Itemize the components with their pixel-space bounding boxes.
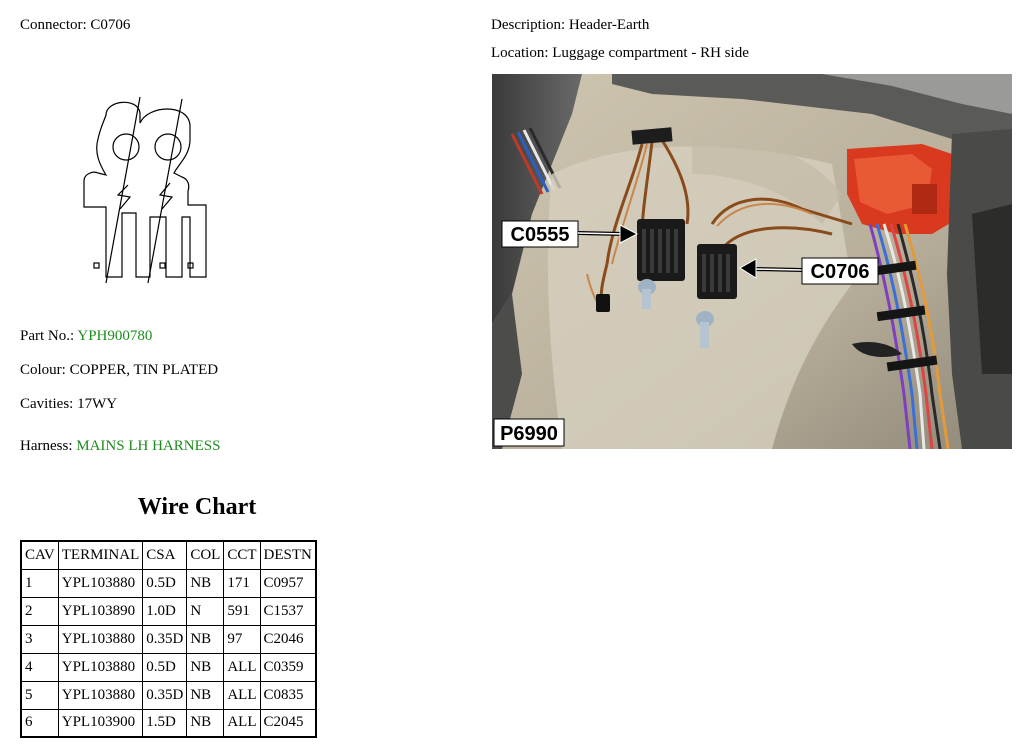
- cell-cav: 5: [21, 681, 58, 709]
- cavities-line: [20, 396, 117, 413]
- location-photo: [492, 74, 1012, 449]
- col-header-destn: DESTN: [260, 541, 316, 569]
- description-value: Header-Earth: [568, 17, 650, 33]
- terminal-drawing: [78, 95, 208, 285]
- connector-line: [20, 17, 130, 34]
- photo-id-label: P6990: [500, 423, 558, 445]
- colour-line: [20, 362, 218, 379]
- photo-id-tag: [494, 419, 564, 446]
- cell-cct: ALL: [224, 653, 260, 681]
- col-header-csa: CSA: [143, 541, 187, 569]
- table-row: [21, 569, 316, 597]
- harness-line: [20, 438, 220, 455]
- wire-chart-table: [20, 540, 317, 738]
- harness-label: Harness:: [20, 438, 73, 454]
- cell-destn: C0835: [260, 681, 316, 709]
- connector-label: Connector:: [20, 17, 87, 33]
- cell-cct: 171: [224, 569, 260, 597]
- cell-cct: ALL: [224, 681, 260, 709]
- cavities-value: 17WY: [77, 396, 118, 412]
- description-label: Description:: [491, 17, 566, 33]
- cell-terminal: YPL103880: [58, 681, 143, 709]
- col-header-cct: CCT: [224, 541, 260, 569]
- cell-cct: ALL: [224, 709, 260, 737]
- cell-cav: 2: [21, 597, 58, 625]
- cell-terminal: YPL103890: [58, 597, 143, 625]
- connector-value: C0706: [90, 17, 131, 33]
- table-row: [21, 597, 316, 625]
- location-value: Luggage compartment - RH side: [552, 45, 749, 61]
- table-header-row: [21, 541, 316, 569]
- colour-label: Colour:: [20, 362, 66, 378]
- table-row: [21, 653, 316, 681]
- cell-col: NB: [187, 653, 224, 681]
- cell-destn: C0957: [260, 569, 316, 597]
- part-number-link[interactable]: YPH900780: [77, 328, 153, 344]
- cell-terminal: YPL103880: [58, 625, 143, 653]
- cell-col: NB: [187, 625, 224, 653]
- table-row: [21, 625, 316, 653]
- cell-destn: C2045: [260, 709, 316, 737]
- col-header-terminal: TERMINAL: [58, 541, 143, 569]
- cell-terminal: YPL103900: [58, 709, 143, 737]
- part-number-label: Part No.:: [20, 328, 75, 344]
- cell-csa: 0.5D: [143, 653, 187, 681]
- part-number-line: [20, 328, 152, 345]
- table-row: [21, 681, 316, 709]
- cell-cct: 97: [224, 625, 260, 653]
- cell-cav: 3: [21, 625, 58, 653]
- cell-csa: 0.35D: [143, 625, 187, 653]
- cell-col: NB: [187, 709, 224, 737]
- cell-destn: C0359: [260, 653, 316, 681]
- cell-col: NB: [187, 681, 224, 709]
- callout-c0555-label: C0555: [510, 224, 570, 246]
- colour-value: COPPER, TIN PLATED: [69, 362, 219, 378]
- cavities-label: Cavities:: [20, 396, 74, 412]
- table-row: [21, 709, 316, 737]
- cell-cav: 1: [21, 569, 58, 597]
- cell-csa: 1.5D: [143, 709, 187, 737]
- harness-link[interactable]: MAINS LH HARNESS: [76, 438, 221, 454]
- location-line: [491, 45, 749, 62]
- location-label: Location:: [491, 45, 549, 61]
- cell-cav: 4: [21, 653, 58, 681]
- cell-destn: C1537: [260, 597, 316, 625]
- cell-destn: C2046: [260, 625, 316, 653]
- cell-terminal: YPL103880: [58, 653, 143, 681]
- cell-csa: 1.0D: [143, 597, 187, 625]
- callout-c0706-label: C0706: [810, 261, 870, 283]
- cell-csa: 0.5D: [143, 569, 187, 597]
- wire-chart-title: Wire Chart: [137, 494, 257, 520]
- col-header-cav: CAV: [21, 541, 58, 569]
- cell-col: NB: [187, 569, 224, 597]
- cell-cav: 6: [21, 709, 58, 737]
- description-line: [491, 17, 649, 34]
- cell-cct: 591: [224, 597, 260, 625]
- cell-terminal: YPL103880: [58, 569, 143, 597]
- col-header-col: COL: [187, 541, 224, 569]
- cell-csa: 0.35D: [143, 681, 187, 709]
- cell-col: N: [187, 597, 224, 625]
